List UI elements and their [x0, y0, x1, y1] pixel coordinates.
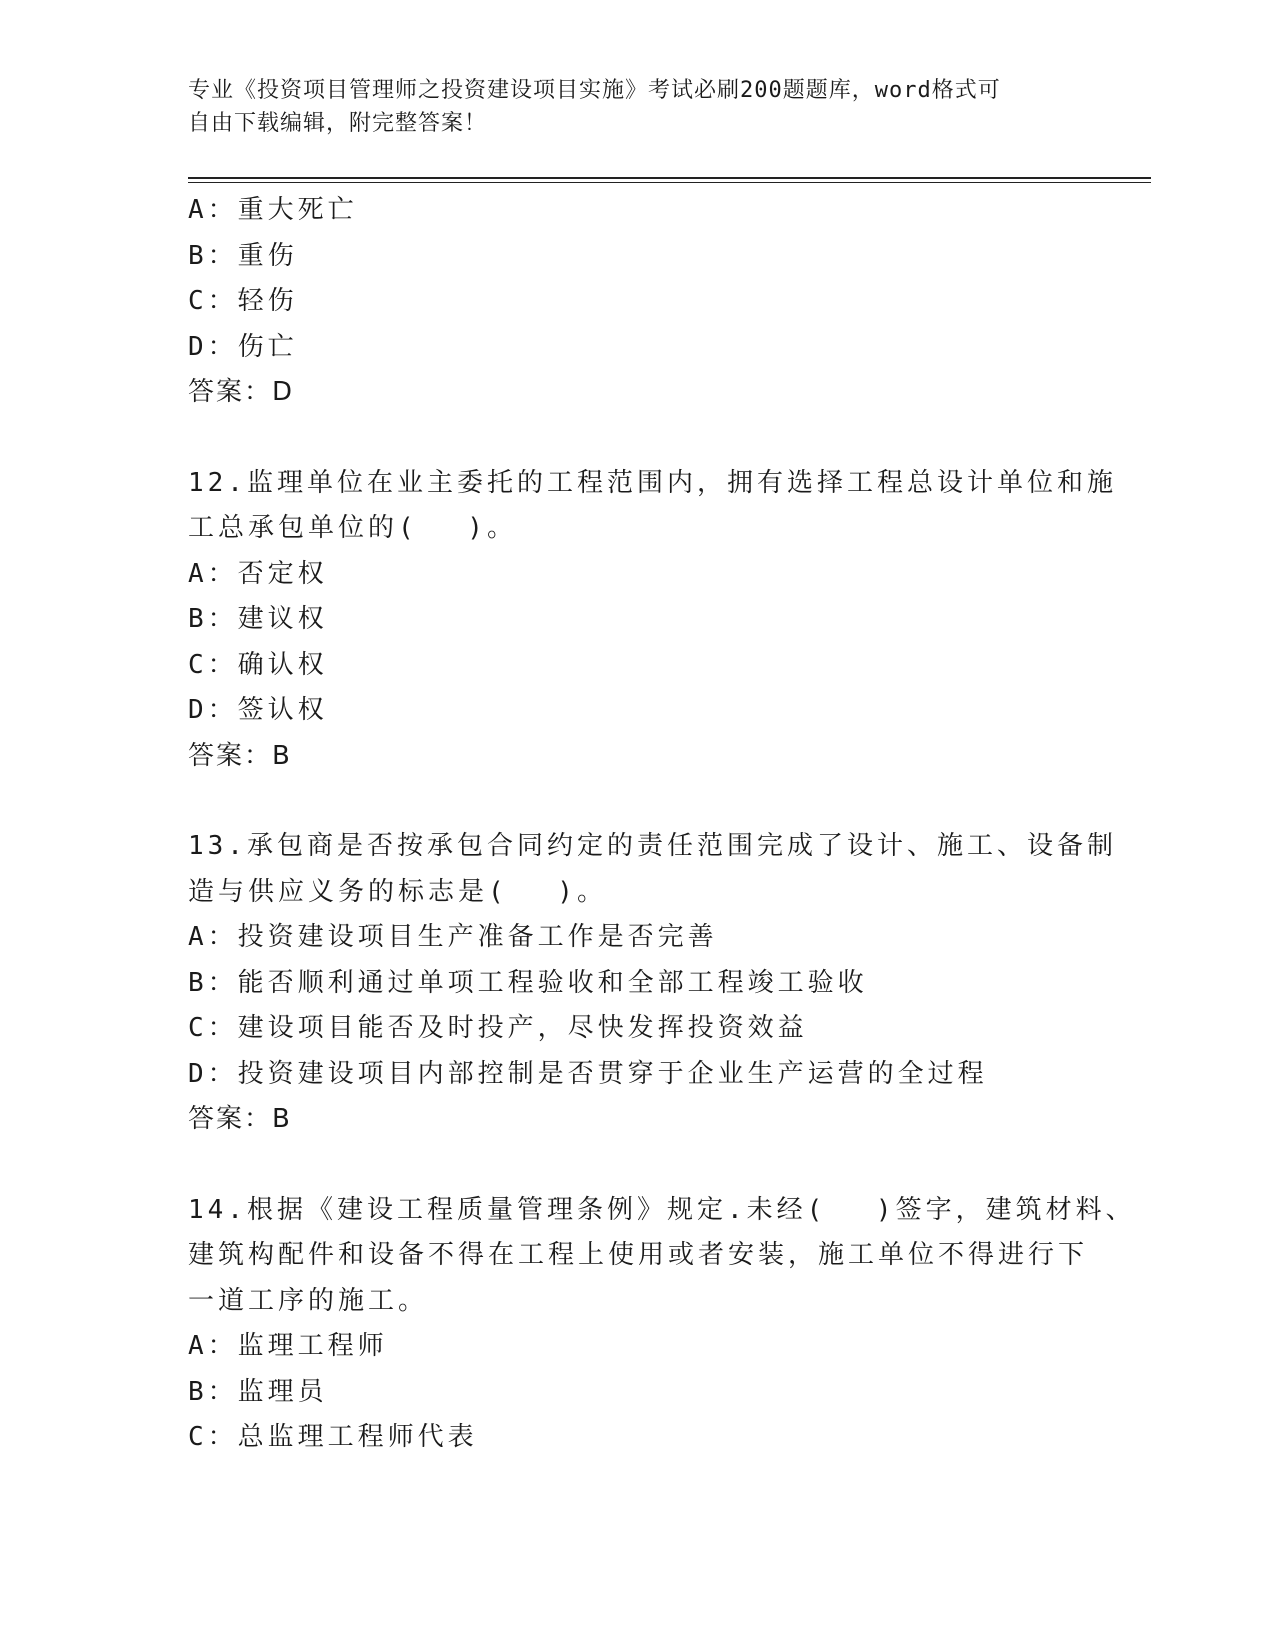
header-line-1: 专业《投资项目管理师之投资建设项目实施》考试必刷200题题库，word格式可 [188, 78, 1001, 103]
option-c: C：总监理工程师代表 [188, 1422, 478, 1452]
question-stem-line: 12.监理单位在业主委托的工程范围内，拥有选择工程总设计单位和施 [188, 467, 1117, 498]
option-b: B：建议权 [188, 604, 328, 634]
option-d: D：签认权 [188, 695, 328, 725]
option-b: B：重伤 [188, 240, 298, 271]
answer: 答案：B [188, 740, 292, 771]
question-stem-line: 工总承包单位的( )。 [188, 513, 517, 543]
question-stem-line: 14.根据《建设工程质量管理条例》规定.未经( )签字，建筑材料、 [188, 1194, 1136, 1225]
answer: 答案：D [188, 377, 295, 407]
question-stem-line: 一道工序的施工。 [188, 1285, 429, 1316]
question-stem-line: 造与供应义务的标志是( )。 [188, 876, 607, 907]
question-12 [188, 461, 1117, 780]
question-list [188, 188, 1136, 1461]
option-c: C：轻伤 [188, 286, 298, 316]
option-c: C：确认权 [188, 649, 328, 680]
question-13 [188, 824, 1117, 1143]
header-divider [188, 177, 1151, 179]
spacer [188, 416, 1088, 461]
header-divider-thin [188, 182, 1151, 183]
option-b: B：能否顺利通过单项工程验收和全部工程竣工验收 [188, 967, 868, 998]
question-stem-line: 13.承包商是否按承包合同约定的责任范围完成了设计、施工、设备制 [188, 831, 1117, 861]
document-header [188, 74, 1088, 140]
spacer [188, 1143, 1088, 1188]
option-a: A：否定权 [188, 558, 328, 589]
answer: 答案：B [188, 1104, 292, 1134]
option-a: A：监理工程师 [188, 1331, 388, 1361]
option-c: C：建设项目能否及时投产，尽快发挥投资效益 [188, 1013, 808, 1043]
question-11 [188, 188, 1088, 416]
spacer [188, 779, 1088, 824]
option-d: D：投资建设项目内部控制是否贯穿于企业生产运营的全过程 [188, 1058, 988, 1089]
question-stem-line: 建筑构配件和设备不得在工程上使用或者安装，施工单位不得进行下 [188, 1240, 1089, 1270]
option-d: D：伤亡 [188, 331, 298, 362]
option-a: A：重大死亡 [188, 195, 358, 225]
question-14 [188, 1188, 1136, 1461]
option-a: A：投资建设项目生产准备工作是否完善 [188, 922, 718, 952]
option-b: B：监理员 [188, 1376, 328, 1407]
header-line-2: 自由下载编辑，附完整答案！ [188, 111, 488, 136]
